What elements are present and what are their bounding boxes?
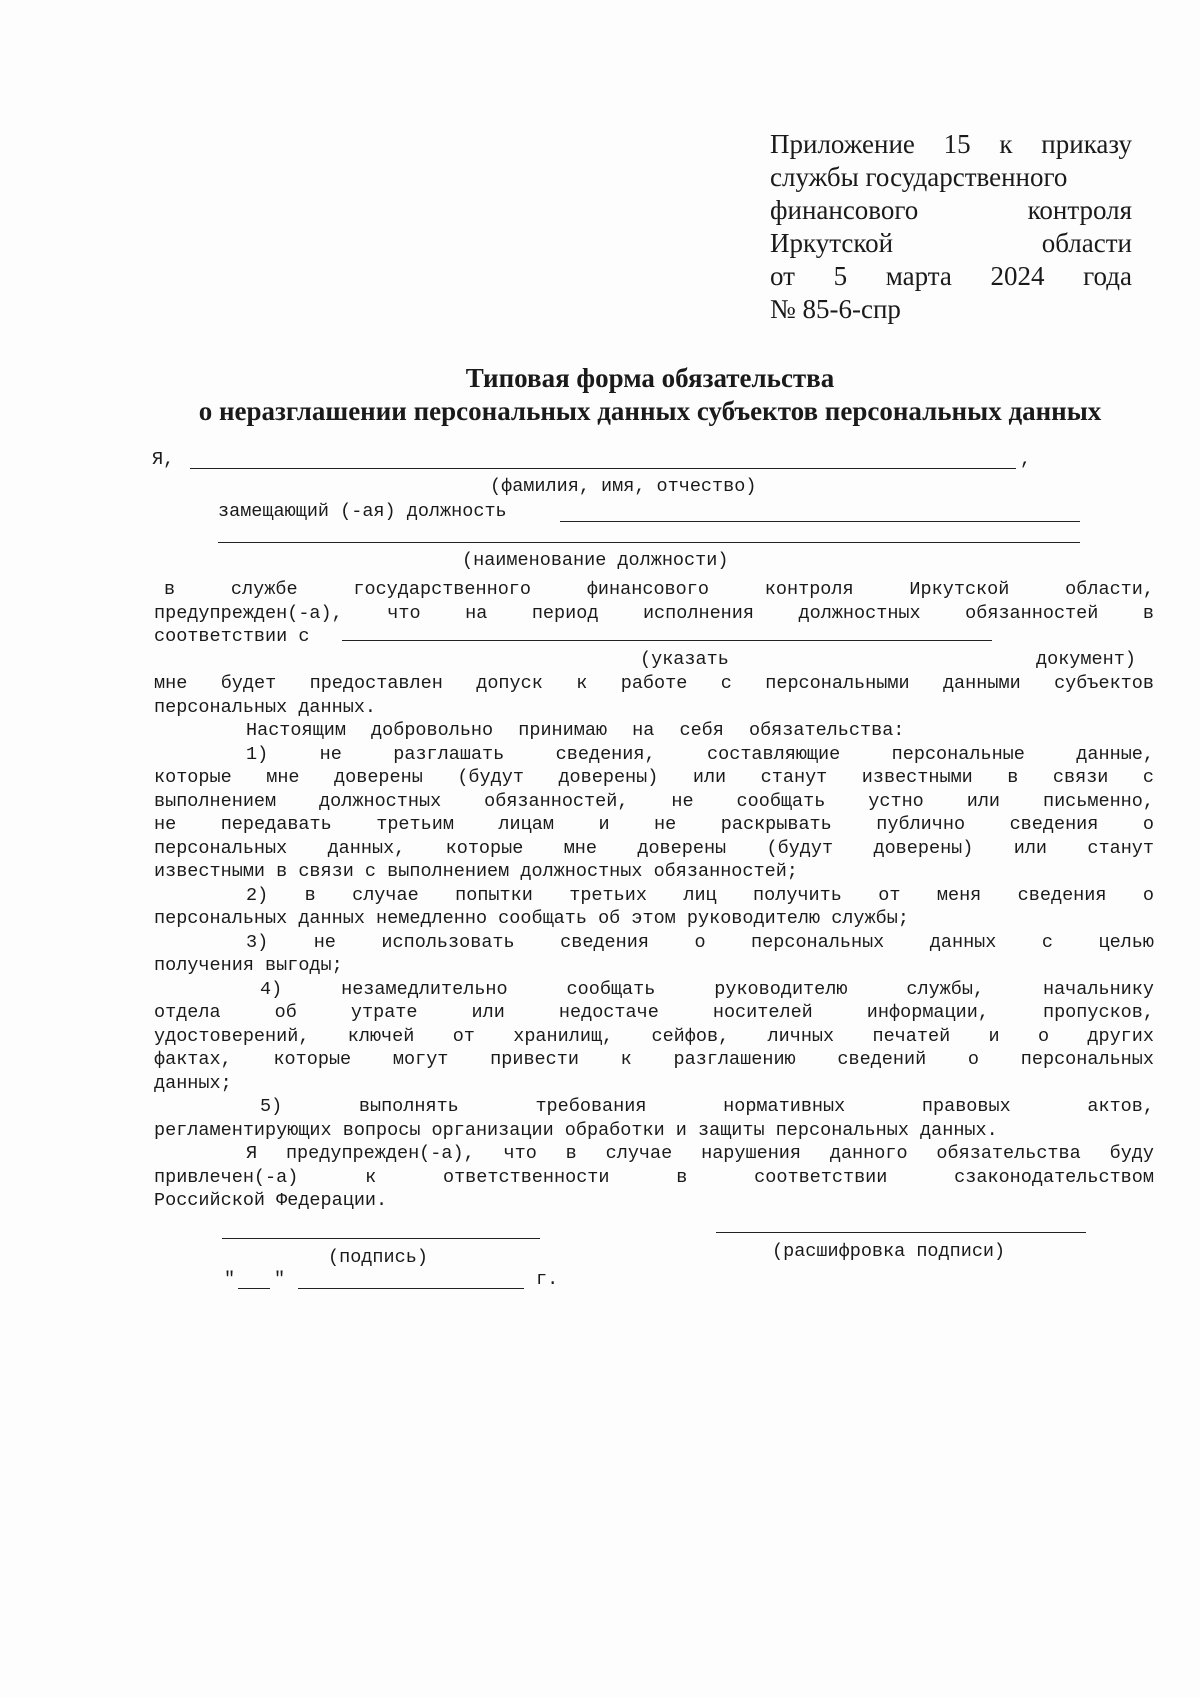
document-caption-left: (указать	[640, 649, 729, 670]
body-line: 2) в случае попытки третьих лиц получить от меня сведения о	[246, 884, 1154, 906]
appendix-line: финансового контроля	[770, 195, 1132, 225]
position-caption: (наименование должности)	[462, 550, 729, 571]
date-year-suffix: г.	[536, 1269, 559, 1290]
body-line: удостоверений, ключей от хранилищ, сейфов, личных печатей и о других	[154, 1025, 1154, 1047]
body-line: известными в связи с выполнением должностных обязанностей;	[154, 861, 798, 882]
signature-field[interactable]	[222, 1238, 540, 1239]
fio-comma: ,	[1020, 449, 1032, 470]
body-line: 5) выполнять требования нормативных правовых актов,	[260, 1096, 1154, 1117]
body-line: выполнением должностных обязанностей, не сообщать устно или письменно,	[154, 790, 1154, 812]
position-field[interactable]	[560, 521, 1080, 522]
title-line-1: Типовая форма обязательства	[465, 363, 835, 393]
appendix-line: Приложение 15 к приказу	[770, 129, 1132, 159]
body-line: персональных данных, которые мне доверены (будут доверены) или станут	[154, 837, 1154, 859]
date-quote-open: "	[224, 1269, 236, 1290]
document-field[interactable]	[342, 640, 992, 641]
body-line: фактах, которые могут привести к разглашению сведений о персональных	[154, 1049, 1154, 1070]
body-line: Настоящим добровольно принимаю на себя обязательства:	[246, 720, 905, 741]
body-line: Я предупрежден(-а), что в случае нарушения данного обязательства буду	[246, 1143, 1154, 1164]
position-label: замещающий (-ая) должность	[218, 501, 507, 522]
body-line: не передавать третьим лицам и не раскрывать публично сведения о	[154, 814, 1154, 835]
body-line: соответствии с	[154, 626, 310, 647]
position-field-second-line[interactable]	[218, 542, 1080, 543]
body-line: предупрежден(-а), что на период исполнения должностных обязанностей в	[154, 602, 1154, 624]
obligation-body	[154, 578, 1154, 1213]
body-line: 3) не использовать сведения о персональных данных с целью	[246, 931, 1154, 953]
fio-caption: (фамилия, имя, отчество)	[490, 476, 757, 497]
body-line: регламентирующих вопросы организации обработки и защиты персональных данных.	[154, 1119, 998, 1141]
date-day-field[interactable]	[238, 1288, 270, 1289]
appendix-line: службы государственного	[770, 162, 1068, 192]
signature-caption: (подпись)	[328, 1247, 428, 1268]
title-line-2: о неразглашении персональных данных субъектов персональных данных	[198, 396, 1102, 426]
body-line: отдела об утрате или недостаче носителей информации, пропусков,	[154, 1002, 1154, 1023]
document-title	[150, 362, 1150, 428]
ya-label: Я,	[152, 449, 175, 470]
appendix-reference	[770, 128, 1132, 326]
date-month-field[interactable]	[298, 1288, 524, 1289]
body-line: 4) незамедлительно сообщать руководителю службы, начальнику	[260, 978, 1154, 1000]
body-line: данных;	[154, 1072, 232, 1094]
body-line: Российской Федерации.	[154, 1190, 388, 1211]
appendix-line: Иркутской области	[770, 228, 1132, 258]
body-line: получения выгоды;	[154, 955, 343, 976]
body-line: 1) не разглашать сведения, составляющие персональные данные,	[246, 743, 1154, 765]
body-line: в службе государственного финансового контроля Иркутской области,	[164, 579, 1154, 600]
body-line: которые мне доверены (будут доверены) или станут известными в связи с	[154, 767, 1154, 788]
date-quote-close: "	[274, 1269, 286, 1290]
body-line: привлечен(-а) к ответственности в соответствии сзаконодательством	[154, 1166, 1154, 1188]
body-line: мне будет предоставлен допуск к работе с персональными данными субъектов	[154, 673, 1154, 694]
appendix-line: № 85-6-спр	[770, 294, 901, 324]
body-line: персональных данных.	[154, 696, 377, 718]
body-line: персональных данных немедленно сообщать об этом руководителю службы;	[154, 908, 909, 929]
signature-decoding-caption: (расшифровка подписи)	[772, 1241, 1006, 1262]
fio-field[interactable]	[190, 468, 1016, 469]
document-caption-right: документ)	[1036, 649, 1136, 670]
appendix-line: от 5 марта 2024 года	[770, 261, 1132, 291]
signature-decoding-field[interactable]	[716, 1232, 1086, 1233]
